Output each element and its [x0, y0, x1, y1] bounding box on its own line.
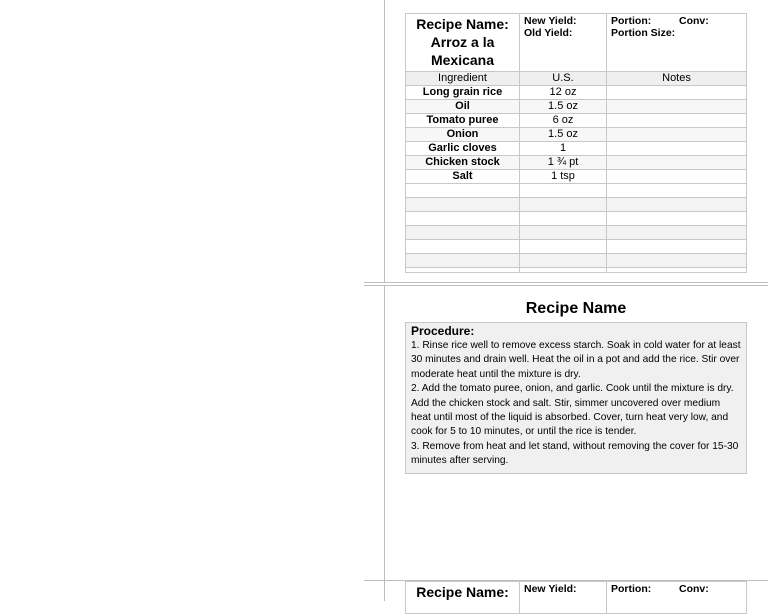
ingredient-row: [406, 142, 747, 156]
empty-row: [406, 268, 747, 273]
procedure-step: 2. Add the tomato puree, onion, and garlic. Cook until the mixture is dry. Add the chicken stock and salt. Stir, simmer uncovered over medium heat until most of the liquid is absorbed. Cover, turn heat very low, and cook for 5 to 10 minutes, or until the rice is tender.: [411, 383, 734, 438]
recipe-table: [405, 13, 747, 273]
procedure-card-title: Recipe Name: [525, 300, 627, 317]
ingredient-name: Oil: [406, 100, 520, 114]
ingredient-name: Garlic cloves: [406, 142, 520, 156]
ingredient-name: Chicken stock: [406, 156, 520, 170]
procedure-step: 1. Rinse rice well to remove excess starch. Soak in cold water for at least 30 minutes and drain well. Heat the oil in a pot and add the rice. Stir over moderate heat until the mixture is dry.: [411, 340, 741, 380]
document-page-3: [384, 580, 768, 601]
ingredient-row: [406, 114, 747, 128]
document-page-1: [384, 0, 768, 283]
column-header-row: [406, 72, 747, 86]
ingredient-notes: [607, 170, 747, 184]
ingredient-notes: [607, 86, 747, 100]
next-portion-cell: [607, 582, 747, 614]
recipe-name-value: Arroz a la Mexicana: [430, 34, 495, 68]
procedure-step: 3. Remove from heat and let stand, without removing the cover for 15-30 minutes after serving.: [411, 440, 739, 467]
column-header-us: U.S.: [520, 72, 607, 86]
next-yield-cell: [520, 582, 607, 614]
portion-size-label: Portion Size:: [611, 27, 676, 39]
page-corner-mark: [364, 282, 384, 283]
empty-row: [406, 226, 747, 240]
ingredient-row: [406, 128, 747, 142]
column-header-ingredient: Ingredient: [406, 72, 520, 86]
recipe-header-row: [406, 14, 747, 72]
next-recipe-name-label: Recipe Name:: [416, 584, 509, 600]
ingredient-notes: [607, 100, 747, 114]
ingredient-row: [406, 156, 747, 170]
portion-cell: [607, 14, 747, 72]
next-recipe-name-cell: [406, 582, 520, 614]
recipe-name-label: Recipe Name:: [416, 16, 509, 32]
ingredient-amount: 1 tsp: [520, 170, 607, 184]
ingredient-name: Tomato puree: [406, 114, 520, 128]
next-recipe-table: [405, 581, 747, 614]
ingredient-amount: 6 oz: [520, 114, 607, 128]
ingredient-notes: [607, 128, 747, 142]
ingredient-amount: 1: [520, 142, 607, 156]
ingredient-amount: 1.5 oz: [520, 128, 607, 142]
next-portion-label: Portion:: [611, 583, 652, 595]
empty-row: [406, 184, 747, 198]
conv-label: Conv:: [679, 15, 709, 27]
ingredient-name: Long grain rice: [406, 86, 520, 100]
ingredient-amount: 1 ¾ pt: [520, 156, 607, 170]
ingredient-notes: [607, 142, 747, 156]
empty-row: [406, 254, 747, 268]
new-yield-label: New Yield:: [524, 15, 577, 27]
yield-cell: [520, 14, 607, 72]
procedure-box: [405, 322, 747, 474]
portion-label: Portion:: [611, 15, 652, 27]
ingredient-notes: [607, 114, 747, 128]
page-corner-mark: [364, 580, 384, 581]
empty-row: [406, 212, 747, 226]
next-new-yield-label: New Yield:: [524, 583, 577, 595]
page-corner-mark: [364, 285, 384, 286]
ingredient-notes: [607, 156, 747, 170]
old-yield-label: Old Yield:: [524, 27, 573, 39]
next-conv-label: Conv:: [679, 583, 709, 595]
ingredient-name: Salt: [406, 170, 520, 184]
ingredient-row: [406, 100, 747, 114]
empty-row: [406, 198, 747, 212]
column-header-notes: Notes: [607, 72, 747, 86]
ingredient-amount: 12 oz: [520, 86, 607, 100]
ingredient-name: Onion: [406, 128, 520, 142]
recipe-name-cell: [406, 14, 520, 72]
ingredient-row: [406, 86, 747, 100]
document-page-2: [384, 285, 768, 583]
ingredient-row: [406, 170, 747, 184]
ingredient-amount: 1.5 oz: [520, 100, 607, 114]
procedure-heading: Procedure:: [411, 324, 475, 338]
empty-row: [406, 240, 747, 254]
